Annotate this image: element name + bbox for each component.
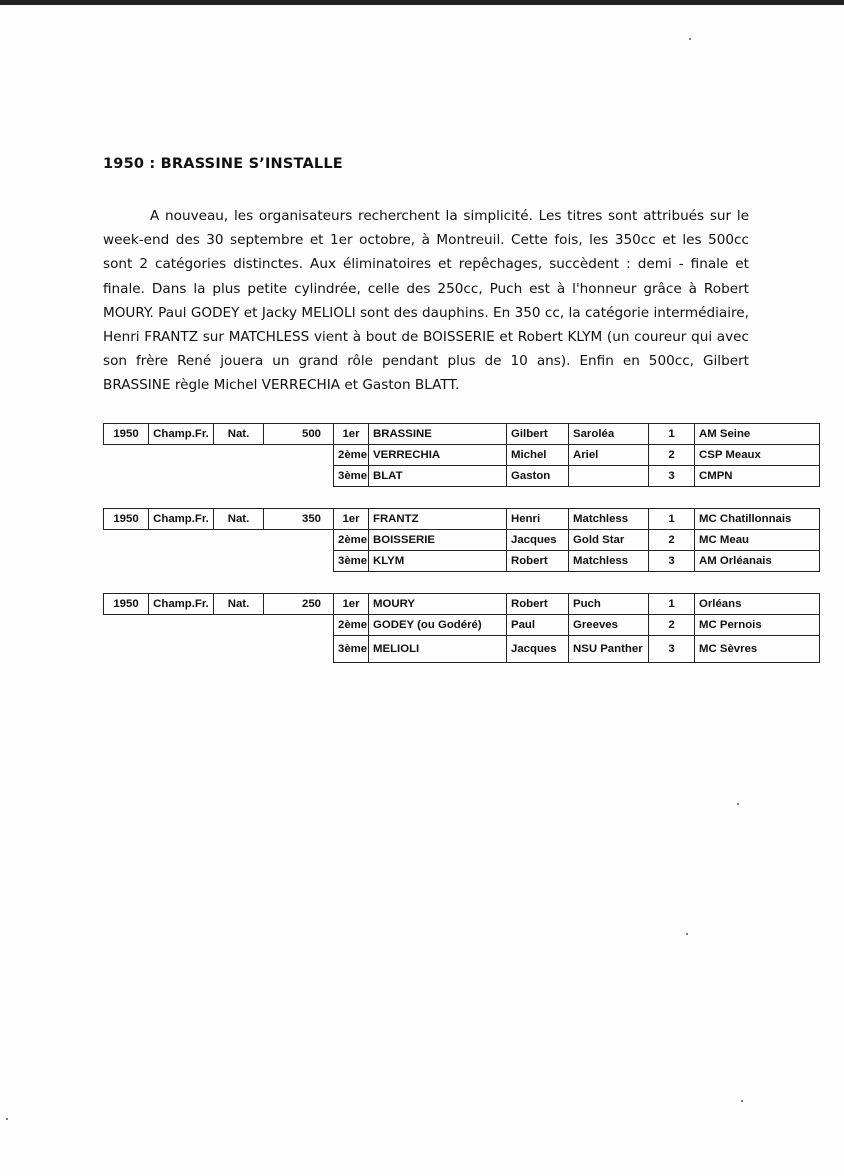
scan-speck <box>6 1118 8 1120</box>
empty-cell <box>104 551 334 572</box>
table-row <box>104 551 820 572</box>
bike-cell: Matchless <box>569 551 649 572</box>
club-cell: CMPN <box>695 466 820 487</box>
empty-cell <box>104 530 334 551</box>
empty-cell <box>104 636 334 663</box>
number-cell: 1 <box>649 594 695 615</box>
event-cell: Champ.Fr. <box>149 424 214 445</box>
table-row <box>104 509 820 530</box>
place-cell: 1er <box>334 594 369 615</box>
firstname-cell: Jacques <box>507 530 569 551</box>
firstname-cell: Paul <box>507 615 569 636</box>
bike-cell: Greeves <box>569 615 649 636</box>
firstname-cell: Michel <box>507 445 569 466</box>
table-row <box>104 424 820 445</box>
number-cell: 2 <box>649 615 695 636</box>
name-cell: KLYM <box>369 551 507 572</box>
table-row <box>104 636 820 663</box>
number-cell: 1 <box>649 424 695 445</box>
place-cell: 1er <box>334 509 369 530</box>
empty-cell <box>104 445 334 466</box>
name-cell: MELIOLI <box>369 636 507 663</box>
bike-cell: Gold Star <box>569 530 649 551</box>
level-cell: Nat. <box>214 509 264 530</box>
scan-speck <box>737 803 739 805</box>
body-paragraph <box>103 204 749 398</box>
place-cell: 2ème <box>334 615 369 636</box>
event-cell: Champ.Fr. <box>149 509 214 530</box>
number-cell: 2 <box>649 530 695 551</box>
bike-cell: NSU Panther <box>569 636 649 663</box>
table-row <box>104 594 820 615</box>
table-row <box>104 466 820 487</box>
class-cell: 350 <box>264 509 334 530</box>
results-table-500 <box>103 423 820 487</box>
place-cell: 3ème <box>334 551 369 572</box>
year-cell: 1950 <box>104 594 149 615</box>
scan-speck <box>689 38 691 40</box>
year-cell: 1950 <box>104 509 149 530</box>
section-title: 1950 : BRASSINE S’INSTALLE <box>103 156 343 172</box>
name-cell: MOURY <box>369 594 507 615</box>
firstname-cell: Robert <box>507 551 569 572</box>
bike-cell: Puch <box>569 594 649 615</box>
level-cell: Nat. <box>214 424 264 445</box>
firstname-cell: Gaston <box>507 466 569 487</box>
club-cell: CSP Meaux <box>695 445 820 466</box>
firstname-cell: Henri <box>507 509 569 530</box>
place-cell: 2ème <box>334 530 369 551</box>
number-cell: 2 <box>649 445 695 466</box>
name-cell: BOISSERIE <box>369 530 507 551</box>
year-cell: 1950 <box>104 424 149 445</box>
firstname-cell: Jacques <box>507 636 569 663</box>
event-cell: Champ.Fr. <box>149 594 214 615</box>
table-row <box>104 445 820 466</box>
name-cell: FRANTZ <box>369 509 507 530</box>
number-cell: 3 <box>649 466 695 487</box>
name-cell: GODEY (ou Godéré) <box>369 615 507 636</box>
bike-cell: Matchless <box>569 509 649 530</box>
club-cell: MC Meau <box>695 530 820 551</box>
class-cell: 250 <box>264 594 334 615</box>
place-cell: 1er <box>334 424 369 445</box>
number-cell: 3 <box>649 636 695 663</box>
club-cell: MC Chatillonnais <box>695 509 820 530</box>
bike-cell: Saroléa <box>569 424 649 445</box>
level-cell: Nat. <box>214 594 264 615</box>
firstname-cell: Robert <box>507 594 569 615</box>
name-cell: BLAT <box>369 466 507 487</box>
table-row <box>104 530 820 551</box>
firstname-cell: Gilbert <box>507 424 569 445</box>
bike-cell: Ariel <box>569 445 649 466</box>
scan-speck <box>741 1100 743 1102</box>
scan-speck <box>686 933 688 935</box>
paragraph-text: A nouveau, les organisateurs recherchent la simplicité. Les titres sont attribués sur le week-end des 30 septembre et 1er octobre, à Montreuil. Cette fois, les 350cc et les 500cc sont 2 catégories distinctes. Aux éliminatoires et repêchages, succèdent : demi - finale et finale. Dans la plus petite cylindrée, celle des 250cc, Puch est à l'honneur grâce à Robert MOURY. Paul GODEY et Jacky MELIOLI sont des dauphins. En 350 cc, la catégorie intermédiaire, Henri FRANTZ sur MATCHLESS vient à bout de BOISSERIE et Robert KLYM (un coureur qui avec son frère René jouera un grand rôle pendant plus de 10 ans). Enfin en 500cc, Gilbert BRASSINE règle Michel VERRECHIA et Gaston BLATT. <box>103 208 749 394</box>
place-cell: 3ème <box>334 466 369 487</box>
name-cell: VERRECHIA <box>369 445 507 466</box>
number-cell: 1 <box>649 509 695 530</box>
club-cell: MC Sèvres <box>695 636 820 663</box>
empty-cell <box>104 615 334 636</box>
club-cell: MC Pernois <box>695 615 820 636</box>
bike-cell <box>569 466 649 487</box>
club-cell: AM Seine <box>695 424 820 445</box>
place-cell: 3ème <box>334 636 369 663</box>
place-cell: 2ème <box>334 445 369 466</box>
results-table-350 <box>103 508 820 572</box>
results-table-250 <box>103 593 820 663</box>
club-cell: Orléans <box>695 594 820 615</box>
class-cell: 500 <box>264 424 334 445</box>
empty-cell <box>104 466 334 487</box>
club-cell: AM Orléanais <box>695 551 820 572</box>
number-cell: 3 <box>649 551 695 572</box>
table-row <box>104 615 820 636</box>
name-cell: BRASSINE <box>369 424 507 445</box>
top-border-line <box>0 0 844 5</box>
